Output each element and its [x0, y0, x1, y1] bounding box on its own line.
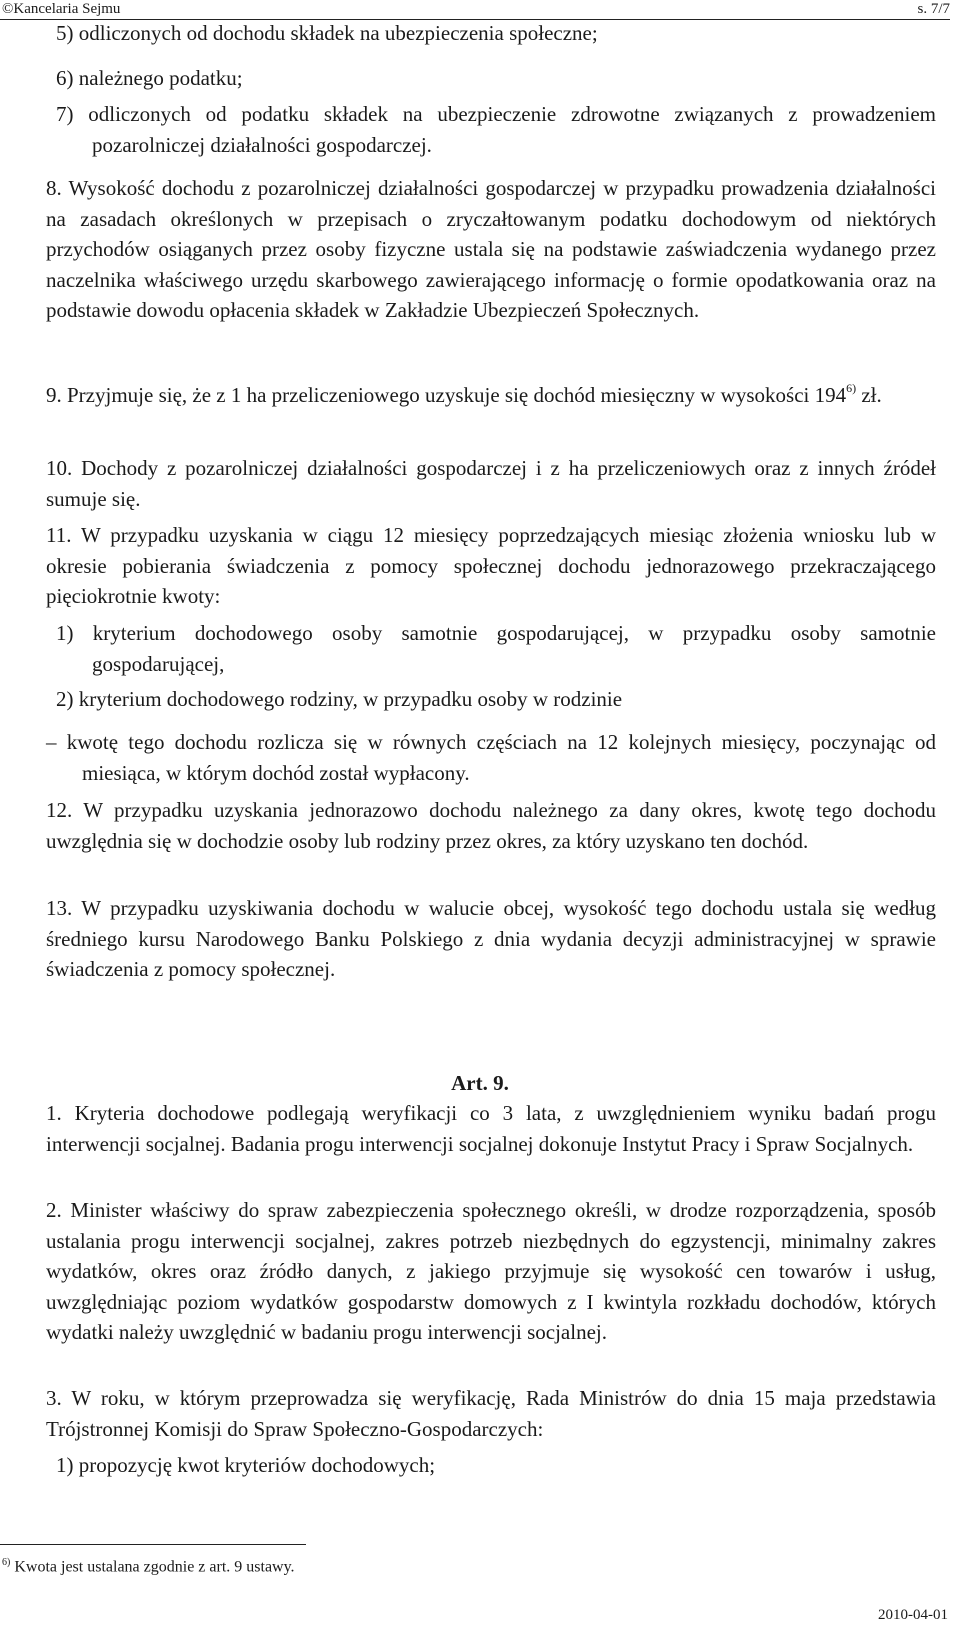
list-item: 5) odliczonych od dochodu składek na ubezpieczenia społeczne;	[56, 21, 598, 45]
art9-paragraph-3: 3. W roku, w którym przeprowadza się weryfikację, Rada Ministrów do dnia 15 maja przedstawia Trójstronnej Komisji do Spraw Społeczno-Gospodarczych:	[46, 1386, 936, 1441]
footnote	[2, 1553, 295, 1577]
paragraph-9-text: 9. Przyjmuje się, że z 1 ha przeliczeniowego uzyskuje się dochód miesięczny w wysokości 194	[46, 383, 847, 407]
document-date: 2010-04-01	[878, 1607, 948, 1623]
header-source: ©Kancelaria Sejmu	[2, 1, 121, 17]
list-item: 1) propozycję kwot kryteriów dochodowych;	[56, 1453, 436, 1477]
paragraph-10: 10. Dochody z pozarolniczej działalności gospodarczej i z ha przeliczeniowych oraz z innych źródeł sumuje się.	[46, 456, 936, 511]
art9-paragraph-1: 1. Kryteria dochodowe podlegają weryfikacji co 3 lata, z uwzględnieniem wyniku badań progu interwencji socjalnej. Badania progu interwencji socjalnej dokonuje Instytut Pracy i Spraw Socjalnych.	[46, 1101, 936, 1156]
list-item: 7) odliczonych od podatku składek na ubezpieczenie zdrowotne związanych z prowadzeniem pozarolniczej działalności gospodarczej.	[56, 102, 936, 157]
list-item: 2) kryterium dochodowego rodziny, w przypadku osoby w rodzinie	[56, 687, 623, 711]
paragraph-12: 12. W przypadku uzyskania jednorazowo dochodu należnego za dany okres, kwotę tego dochodu uwzględnia się w dochodzie osoby lub rodziny przez okres, za który uzyskano ten dochód.	[46, 798, 936, 853]
header-page-number: s. 7/7	[917, 1, 950, 17]
footnote-separator	[0, 1544, 306, 1545]
paragraph-13: 13. W przypadku uzyskiwania dochodu w walucie obcej, wysokość tego dochodu ustala się według średniego kursu Narodowego Banku Polskiego z dnia wydania decyzji administracyjnej w sprawie świadczenia z pomocy społecznej.	[46, 896, 936, 981]
paragraph-11-conclusion: – kwotę tego dochodu rozlicza się w równych częściach na 12 kolejnych miesięcy, poczynając od miesiąca, w którym dochód został wypłacony.	[46, 730, 936, 785]
footnote-mark: 6)	[2, 1557, 11, 1568]
paragraph-9-unit: zł.	[856, 383, 882, 407]
article-title: Art. 9.	[451, 1071, 509, 1095]
paragraph-8: 8. Wysokość dochodu z pozarolniczej działalności gospodarczej w przypadku prowadzenia działalności na zasadach określonych w przepisach o zryczałtowanym podatku dochodowym od niektórych przychodów osiąganych przez osoby fizyczne ustala się na podstawie zaświadczenia wydanego przez naczelnika właściwego urzędu skarbowego zawierającego informację o formie opodatkowania oraz na podstawie dowodu opłacenia składek w Zakładzie Ubezpieczeń Społecznych.	[46, 176, 936, 322]
footnote-text: Kwota jest ustalana zgodnie z art. 9 ustawy.	[10, 1558, 295, 1576]
paragraph-9	[46, 380, 936, 411]
footnote-reference: 6)	[846, 381, 857, 395]
paragraph-11: 11. W przypadku uzyskania w ciągu 12 miesięcy poprzedzających miesiąc złożenia wniosku lub w okresie pobierania świadczenia z pomocy społecznej dochodu jednorazowego przekraczającego pięciokrotnie kwoty:	[46, 523, 936, 608]
list-item: 6) należnego podatku;	[56, 66, 243, 90]
art9-paragraph-2: 2. Minister właściwy do spraw zabezpieczenia społecznego określi, w drodze rozporządzenia, sposób ustalania progu interwencji socjalnej, zakres potrzeb niezbędnych do egzystencji, minimalny zakres wydatków, okres oraz źródło danych, z jakiego przyjmuje się wysokość cen towarów i usług, uwzględniając poziom wydatków gospodarstw domowych z I kwintyla rozkładu dochodów, których wydatki należy uwzględnić w badaniu progu interwencji socjalnej.	[46, 1198, 936, 1344]
list-item: 1) kryterium dochodowego osoby samotnie gospodarującej, w przypadku osoby samotnie gospodarującej,	[56, 621, 936, 676]
